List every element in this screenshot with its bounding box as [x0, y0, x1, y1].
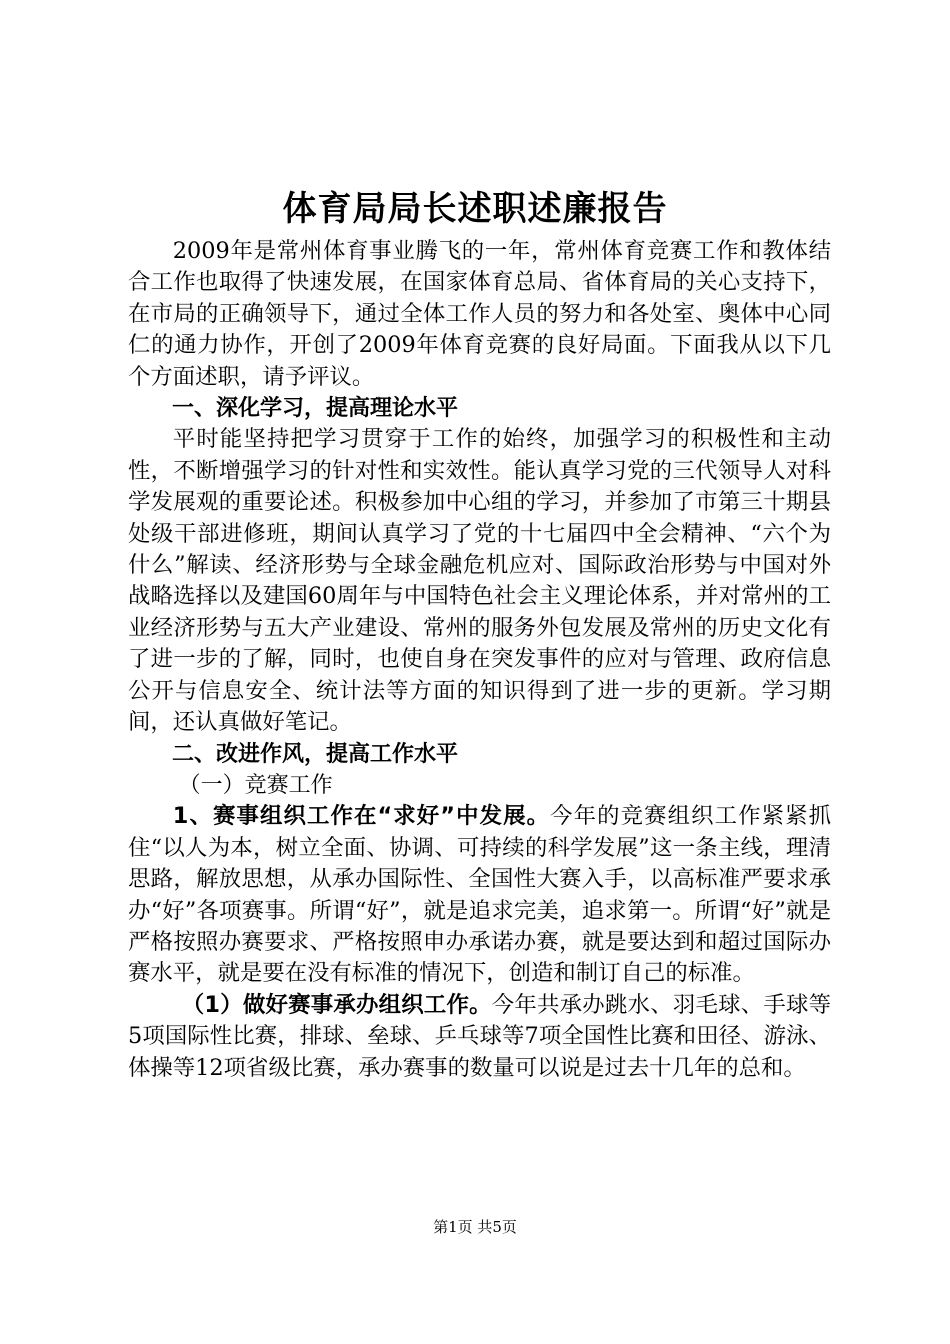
item1-1-body: 今年共承办跳水、羽毛球、手球等5项国际性比赛，排球、垒球、乒乓球等7项全国性比赛和田径、游泳、体操等12项省级比赛，承办赛事的数量可以说是过去十几年的总和。	[128, 991, 831, 1081]
document-title: 体育局局长述职述廉报告	[282, 189, 668, 229]
item1-body: 今年的竞赛组织工作紧紧抓住“以人为本，树立全面、协调、可持续的科学发展”这一条主线，理清思路，解放思想，从承办国际性、全国性大赛入手，以高标准严要求承办“好”各项赛事。所谓“好”，就是追求完美，追求第一。所谓“好”就是严格按照办赛要求、严格按照申办承诺办赛，就是要达到和超过国际办赛水平，就是要在没有标准的情况下，创造和制订自己的标准。	[128, 803, 832, 987]
item1-lead: 1、赛事组织工作在“求好”中发展。	[172, 803, 551, 830]
item1-1-lead: （1）做好赛事承办组织工作。	[181, 991, 492, 1018]
item1-paragraph	[128, 801, 831, 989]
intro-paragraph: 2009年是常州体育事业腾飞的一年，常州体育竞赛工作和教体结合工作也取得了快速发展，在国家体育总局、省体育局的关心支持下，在市局的正确领导下，通过全体工作人员的努力和各处室、奥体中心同仁的通力协作，开创了2009年体育竞赛的良好局面。下面我从以下几个方面述职，请予评议。	[128, 238, 831, 390]
section1-paragraph: 平时能坚持把学习贯穿于工作的始终，加强学习的积极性和主动性，不断增强学习的针对性和实效性。能认真学习党的三代领导人对科学发展观的重要论述。积极参加中心组的学习，并参加了市第三十期县处级干部进修班，期间认真学习了党的十七届四中全会精神、“六个为什么”解读、经济形势与全球金融危机应对、国际政治形势与中国对外战略选择以及建国60周年与中国特色社会主义理论体系，并对常州的工业经济形势与五大产业建设、常州的服务外包发展及常州的历史文化有了进一步的了解，同时，也使自身在突发事件的应对与管理、政府信息公开与信息安全、统计法等方面的知识得到了进一步的更新。学习期间，还认真做好笔记。	[128, 426, 831, 736]
document-body	[128, 236, 831, 1084]
page-footer: 第1页 共5页	[433, 1218, 517, 1236]
section1-heading: 一、深化学习，提高理论水平	[172, 396, 459, 422]
section2-heading: 二、改进作风，提高工作水平	[172, 741, 459, 767]
item1-1-paragraph	[128, 990, 831, 1084]
subsection1-heading: （一）竞赛工作	[178, 772, 333, 798]
